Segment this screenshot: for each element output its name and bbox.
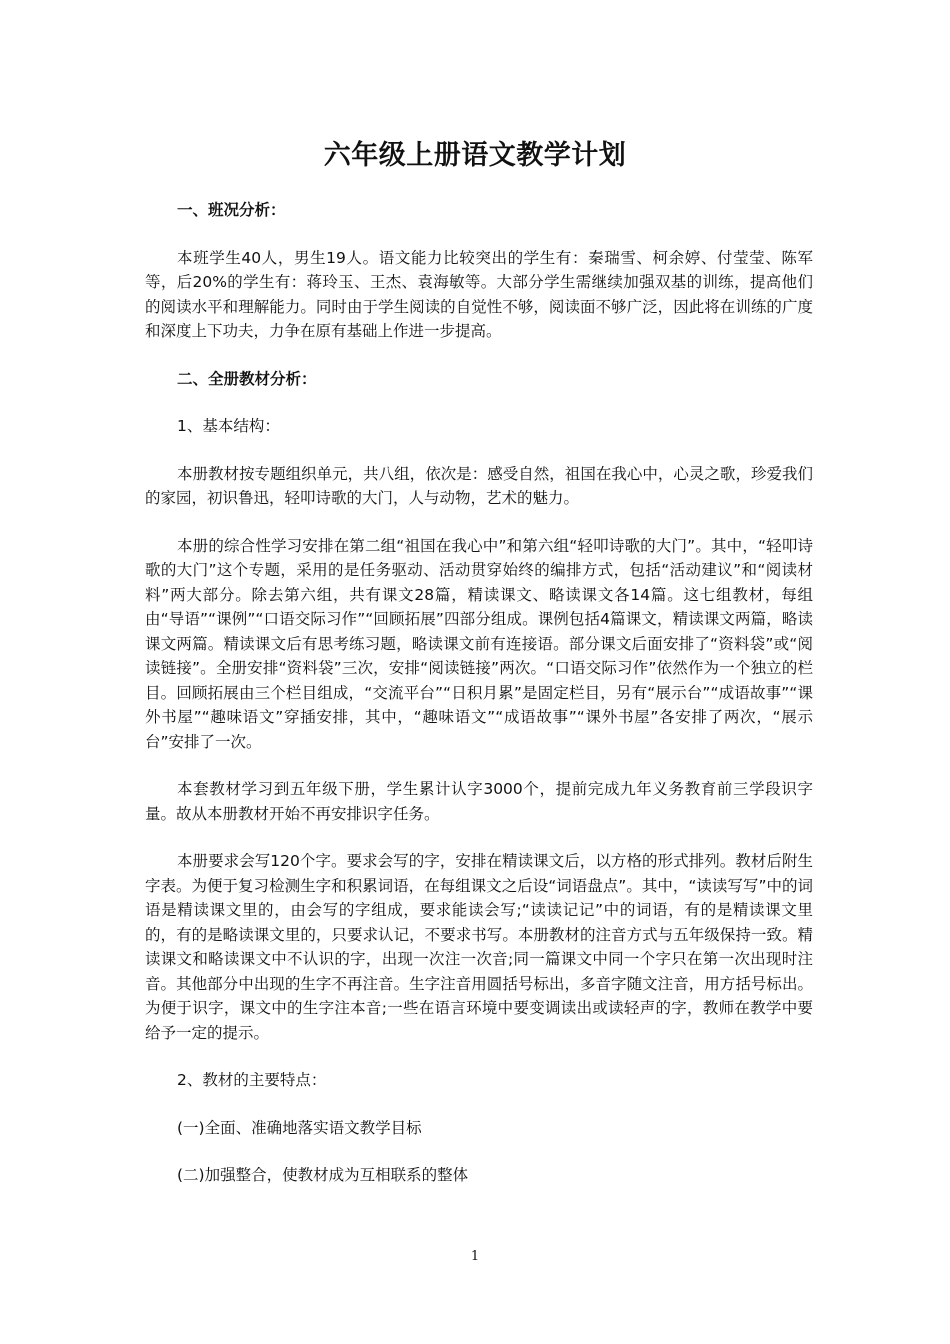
paragraph-literacy: 本套教材学习到五年级下册，学生累计认字3000个，提前完成九年义务教育前三学段识字量。故从本册教材开始不再安排识字任务。: [145, 780, 813, 823]
section-heading-textbook-analysis: 二、全册教材分析：: [177, 369, 317, 388]
feature-point-1: (一)全面、准确地落实语文教学目标: [177, 1118, 422, 1137]
document-body: [145, 198, 813, 1188]
paragraph-unit-structure: 本册教材按专题组织单元，共八组，依次是：感受自然，祖国在我心中，心灵之歌，珍爱我们的家园，初识鲁迅，轻叩诗歌的大门，人与动物，艺术的魅力。: [145, 464, 813, 507]
subheading-basic-structure: 1、基本结构：: [177, 417, 280, 435]
feature-point-2: (二)加强整合，使教材成为互相联系的整体: [177, 1166, 469, 1184]
section-heading-class-analysis: 一、班况分析：: [177, 201, 286, 219]
subheading-main-features: 2、教材的主要特点：: [177, 1071, 327, 1089]
paragraph-writing-requirements: 本册要求会写120个字。要求会写的字，安排在精读课文后，以方格的形式排列。教材后附生字表。为便于复习检测生字和积累词语，在每组课文之后设“词语盘点”。其中，“读读写写”中的词语是精读课文里的，由会写的字组成，要求能读会写;“读读记记”中的词语，有的是精读课文里的，有的是略读课文里的，只要求认记，不要求书写。本册教材的注音方式与五年级保持一致。精读课文和略读课文中不认识的字，出现一次注一次音;同一篇课文中同一个字只在第一次出现时注音。其他部分中出现的生字不再注音。生字注音用圆括号标出，多音字随文注音，用方括号标出。为便于识字，课文中的生字注本音;一些在语言环境中要变调读出或读轻声的字，教师在教学中要给予一定的提示。: [145, 852, 813, 1042]
document-title: 六年级上册语文教学计划: [323, 140, 627, 171]
paragraph-class-analysis: 本班学生40人，男生19人。语文能力比较突出的学生有：秦瑞雪、柯余婷、付莹莹、陈军等，后20%的学生有：蒋玲玉、王杰、袁海敏等。大部分学生需继续加强双基的训练，提高他们的阅读水平和理解能力。同时由于学生阅读的自觉性不够，阅读面不够广泛，因此将在训练的广度和深度上下功夫，力争在原有基础上作进一步提高。: [145, 248, 813, 340]
page-number: 1: [470, 1249, 480, 1264]
paragraph-integrated-learning: 本册的综合性学习安排在第二组“祖国在我心中”和第六组“轻叩诗歌的大门”。其中，“轻叩诗歌的大门”这个专题，采用的是任务驱动、活动贯穿始终的编排方式，包括“活动建议”和“阅读材料”两大部分。除去第六组，共有课文28篇，精读课文、略读课文各14篇。这七组教材，每组由“导语”“课例”“口语交际习作”“回顾拓展”四部分组成。课例包括4篇课文，精读课文两篇，略读课文两篇。精读课文后有思考练习题，略读课文前有连接语。部分课文后面安排了“资料袋”或“阅读链接”。全册安排“资料袋”三次，安排“阅读链接”两次。“口语交际习作”依然作为一个独立的栏目。回顾拓展由三个栏目组成，“交流平台”“日积月累”是固定栏目，另有“展示台”“成语故事”“课外书屋”“趣味语文”穿插安排，其中，“趣味语文”“成语故事”“课外书屋”各安排了两次，“展示台”安排了一次。: [145, 536, 813, 751]
